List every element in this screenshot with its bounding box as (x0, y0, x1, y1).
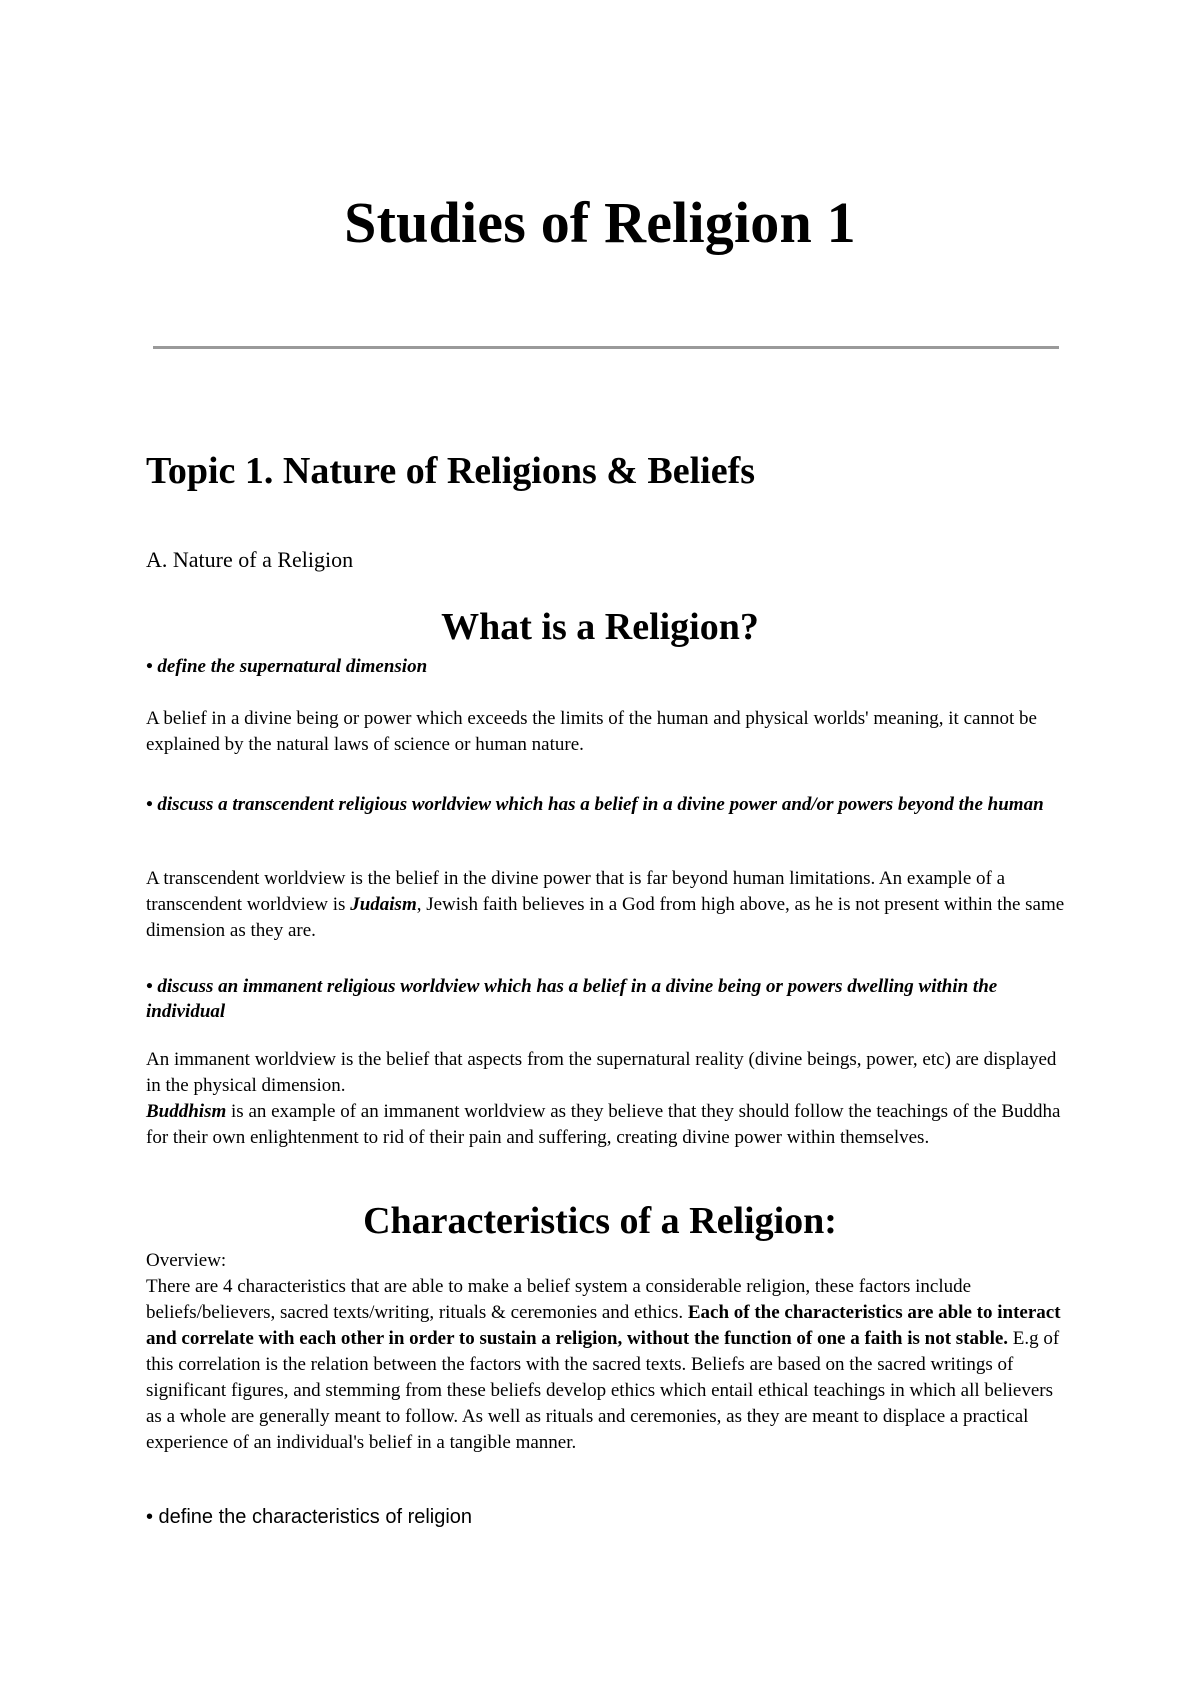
section-heading-what-is-religion: What is a Religion? (441, 606, 759, 648)
topic-heading: Topic 1. Nature of Religions & Beliefs (146, 450, 756, 492)
prompt-transcendent-worldview: • discuss a transcendent religious worldview which has a belief in a divine power and/or powers beyond the human (146, 794, 1044, 815)
subsection-label: A. Nature of a Religion (146, 547, 354, 572)
overview-text-end: E.g of this correlation is the relation between the factors with the sacred texts. Beliefs are based on the sacred writings of significant figures, and stemming from these beliefs develop ethics which entail ethical teachings in which all believers as a whole are generally meant to follow. As well as rituals and ceremonies, as they are meant to displace a practical experience of an individual's belief in a tangible manner. (146, 1328, 1060, 1453)
document-title: Studies of Religion 1 (344, 190, 856, 255)
prompt-immanent-worldview: • discuss an immanent religious worldview which has a belief in a divine being or powers dwelling within the individual (146, 976, 998, 1022)
paragraph-characteristics-overview (146, 1274, 1071, 1456)
paragraph-transcendent-worldview (146, 866, 1071, 944)
buddhism-text: is an example of an immanent worldview as they believe that they should follow the teachings of the Buddha for their own enlightenment to rid of their pain and suffering, creating divine power within themselves. (146, 1101, 1061, 1148)
paragraph-buddhism-example (146, 1099, 1071, 1151)
transcendent-text-start: A transcendent worldview is the belief in the divine power that is far beyond human limitations. An example of a transcendent worldview is (146, 868, 1006, 915)
bullet-define-characteristics: • define the characteristics of religion (146, 1506, 473, 1528)
paragraph-immanent-worldview: An immanent worldview is the belief that aspects from the supernatural reality (divine beings, power, etc) are displayed in the physical dimension. (146, 1049, 1057, 1096)
prompt-supernatural-dimension: • define the supernatural dimension (146, 656, 428, 677)
transcendent-text-end: , Jewish faith believes in a God from high above, as he is not present within the same dimension as they are. (146, 894, 1065, 941)
section-heading-characteristics: Characteristics of a Religion: (363, 1200, 837, 1242)
judaism-emphasis: Judaism (350, 894, 417, 915)
overview-bold-text: Each of the characteristics are able to interact and correlate with each other in order to sustain a religion, without the function of one a faith is not stable. (146, 1302, 1061, 1349)
horizontal-divider (153, 346, 1059, 349)
overview-label: Overview: (146, 1250, 227, 1271)
overview-text-start: There are 4 characteristics that are able to make a belief system a considerable religion, these factors include beliefs/believers, sacred texts/writing, rituals & ceremonies and ethics. (146, 1276, 972, 1323)
buddhism-emphasis: Buddhism (146, 1101, 227, 1122)
paragraph-supernatural-definition: A belief in a divine being or power which exceeds the limits of the human and physical worlds' meaning, it cannot be explained by the natural laws of science or human nature. (146, 708, 1037, 755)
